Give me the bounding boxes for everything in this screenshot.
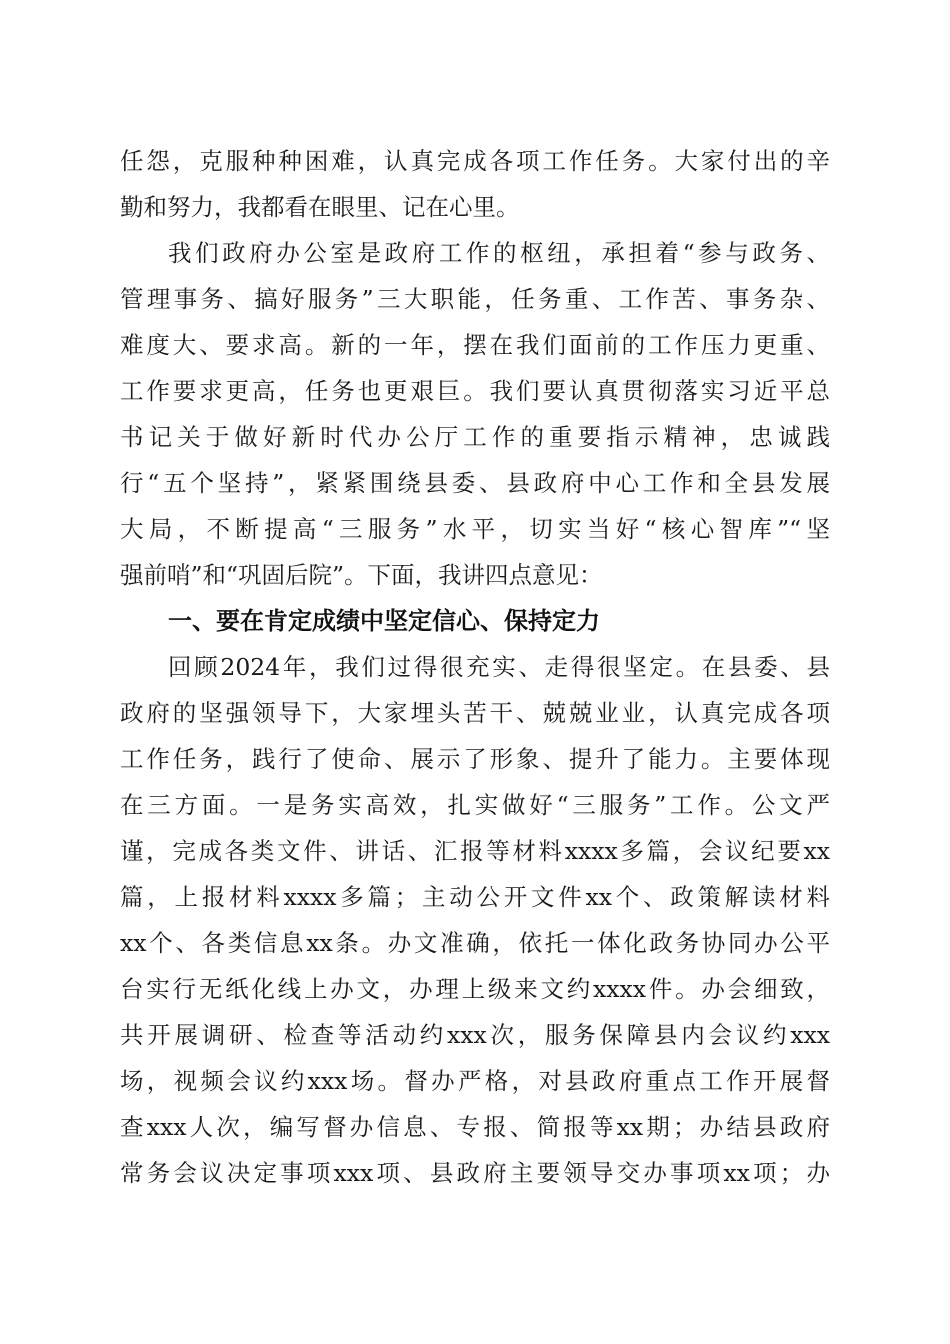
paragraph-line: 回顾2024年，我们过得很充实、走得很坚定。在县委、县 xyxy=(168,653,830,681)
paragraph-line: 大局，不断提高“三服务”水平，切实当好“核心智库”“坚 xyxy=(120,515,830,543)
paragraph-line: 管理事务、搞好服务”三大职能，任务重、工作苦、事务杂、 xyxy=(120,285,830,313)
paragraph-line: 共开展调研、检查等活动约xxx次，服务保障县内会议约xxx xyxy=(120,1021,830,1049)
paragraph-line: 常务会议决定事项xxx项、县政府主要领导交办事项xx项；办 xyxy=(120,1159,830,1187)
paragraph-line: 勤和努力，我都看在眼里、记在心里。 xyxy=(120,193,520,221)
paragraph-line: 工作要求更高，任务也更艰巨。我们要认真贯彻落实习近平总 xyxy=(120,377,830,405)
paragraph-line: 查xxx人次，编写督办信息、专报、简报等xx期；办结县政府 xyxy=(120,1113,830,1141)
section-heading: 一、要在肯定成绩中坚定信心、保持定力 xyxy=(168,607,600,635)
paragraph-line: 政府的坚强领导下，大家埋头苦干、兢兢业业，认真完成各项 xyxy=(120,699,830,727)
paragraph-line: xx个、各类信息xx条。办文准确，依托一体化政务协同办公平 xyxy=(120,929,830,957)
paragraph-line: 书记关于做好新时代办公厅工作的重要指示精神，忠诚践 xyxy=(120,423,830,451)
paragraph-line: 台实行无纸化线上办文，办理上级来文约xxxx件。办会细致， xyxy=(120,975,830,1003)
paragraph-line: 我们政府办公室是政府工作的枢纽，承担着“参与政务、 xyxy=(168,239,830,267)
paragraph-line: 行“五个坚持”，紧紧围绕县委、县政府中心工作和全县发展 xyxy=(120,469,830,497)
paragraph-line: 强前哨”和“巩固后院”。下面，我讲四点意见： xyxy=(120,561,603,589)
paragraph-line: 工作任务，践行了使命、展示了形象、提升了能力。主要体现 xyxy=(120,745,830,773)
paragraph-line: 任怨，克服种种困难，认真完成各项工作任务。大家付出的辛 xyxy=(120,147,830,175)
paragraph-line: 在三方面。一是务实高效，扎实做好“三服务”工作。公文严 xyxy=(120,791,830,819)
paragraph-line: 篇，上报材料xxxx多篇；主动公开文件xx个、政策解读材料 xyxy=(120,883,830,911)
paragraph-line: 场，视频会议约xxx场。督办严格，对县政府重点工作开展督 xyxy=(120,1067,830,1095)
paragraph-line: 难度大、要求高。新的一年，摆在我们面前的工作压力更重、 xyxy=(120,331,830,359)
paragraph-line: 谨，完成各类文件、讲话、汇报等材料xxxx多篇，会议纪要xx xyxy=(120,837,830,865)
